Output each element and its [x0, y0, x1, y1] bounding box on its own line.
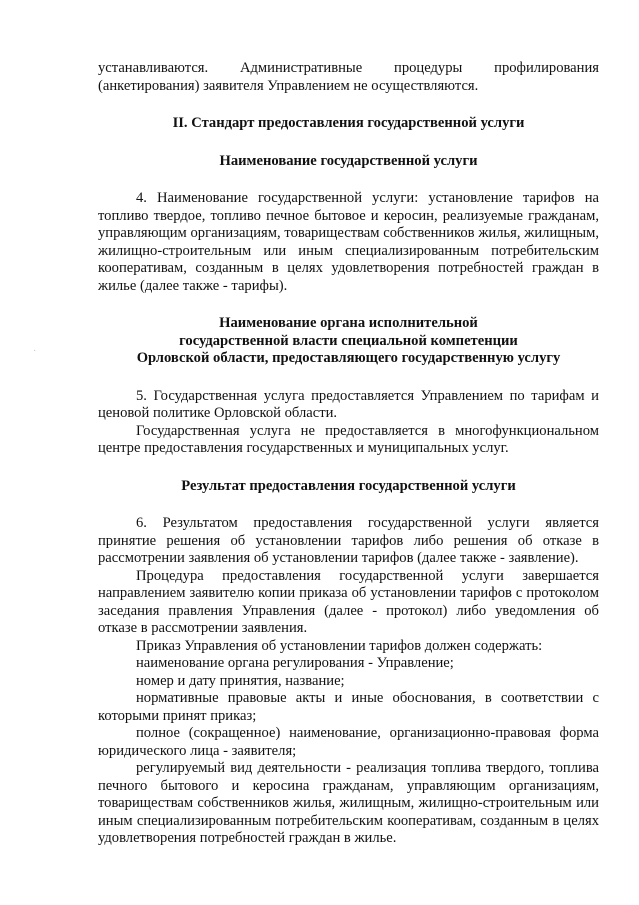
- order-contents-list: [98, 655, 599, 848]
- heading-authority-line-2: государственной власти специальной компетенции: [179, 332, 518, 349]
- continuation-paragraph: устанавливаются. Административные процедуры профилирования (анкетирования) заявителя Управлением не осуществляются.: [98, 60, 599, 94]
- paragraph-6: 6. Результатом предоставления государственной услуги является принятие решения об установлении тарифов либо решения об отказе в рассмотрении заявления об установлении тарифов (далее также - заявление).: [98, 515, 599, 566]
- list-item: нормативные правовые акты и иные обоснования, в соответствии с которыми принят приказ;: [98, 690, 599, 724]
- list-item: номер и дату принятия, название;: [136, 672, 345, 689]
- heading-service-name: Наименование государственной услуги: [219, 152, 478, 169]
- paragraph-5: 5. Государственная услуга предоставляется Управлением по тарифам и ценовой политике Орловской области.: [98, 387, 599, 421]
- paragraph-6-procedure: Процедура предоставления государственной услуги завершается направлением заявителю копии приказа об установлении тарифов с протоколом заседания правления Управления (далее - протокол) либо уведомления об отказе в рассмотрении заявления.: [98, 567, 599, 636]
- paragraph-5-mfc: Государственная услуга не предоставляется в многофункциональном центре предоставления государственных и муниципальных услуг.: [98, 422, 599, 456]
- list-item: наименование органа регулирования - Управление;: [136, 655, 454, 671]
- heading-result: Результат предоставления государственной услуги: [181, 477, 516, 494]
- list-item: полное (сокращенное) наименование, организационно-правовая форма юридического лица - заявителя;: [98, 725, 599, 759]
- margin-mark: ·: [33, 346, 37, 357]
- list-item: регулируемый вид деятельности - реализация топлива твердого, топлива печного бытового и керосина гражданам, управляющим организациям, товариществам собственников жилья, жилищным, жилищно-строительным или иным специализированным потребительским кооперативам, созданным в целях удовлетворения потребностей граждан в жилье.: [98, 760, 599, 846]
- heading-authority-line-1: Наименование органа исполнительной: [219, 315, 478, 331]
- paragraph-4: 4. Наименование государственной услуги: установление тарифов на топливо твердое, топливо печное бытовое и керосин, реализуемые гражданам, управляющим организациям, товариществам собственников жилья, жилищным, жилищно-строительным или иным специализированным потребительским кооперативам, созданным в целях удовлетворения потребностей граждан в жилье (далее также - тарифы).: [98, 190, 599, 294]
- heading-authority-line-3: Орловской области, предоставляющего государственную услугу: [136, 350, 561, 366]
- section-title: II. Стандарт предоставления государственной услуги: [172, 115, 525, 131]
- paragraph-6-order-contents: Приказ Управления об установлении тарифов должен содержать:: [136, 637, 543, 654]
- heading-authority: [98, 315, 599, 368]
